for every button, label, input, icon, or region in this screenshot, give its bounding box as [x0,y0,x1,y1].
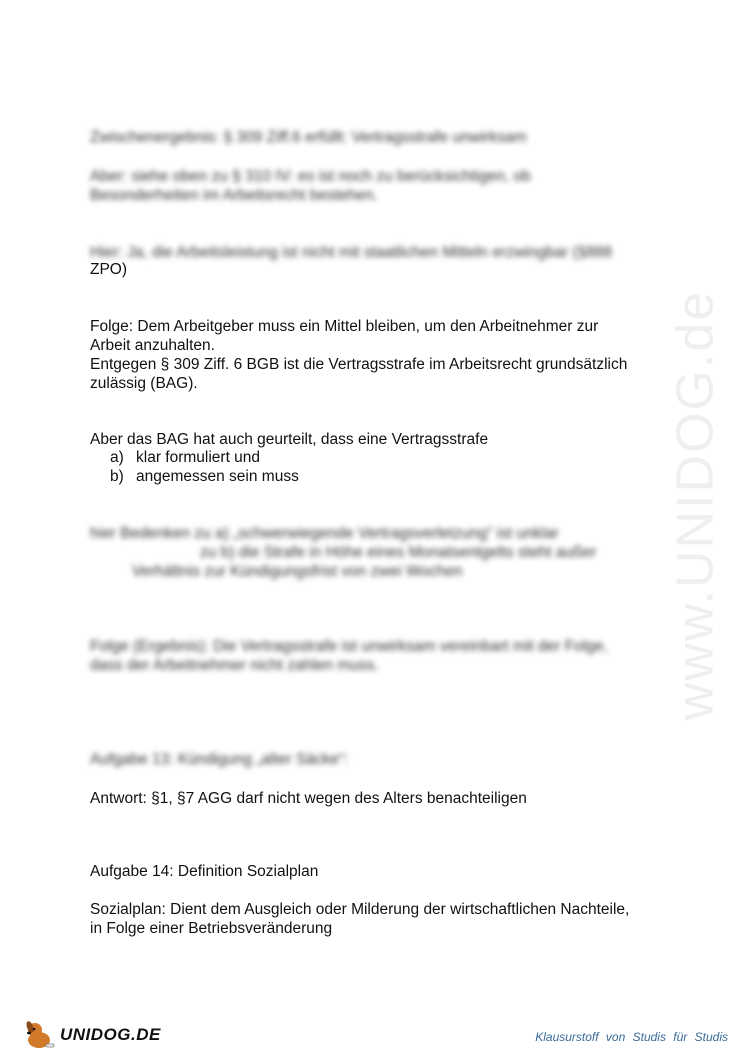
aber-line-2: Besonderheiten im Arbeitsrecht bestehen. [90,187,378,204]
folge-line-1: Folge: Dem Arbeitgeber muss ein Mittel bleiben, um den Arbeitnehmer zur [90,318,599,335]
folge-line-2: Arbeit anzuhalten. [90,337,215,354]
unidog-logo [22,1018,161,1052]
entgegen-line-2: zulässig (BAG). [90,375,198,392]
bedenken-line-3: Verhältnis zur Kündigungsfrist von zwei Wochen [132,563,463,580]
list-text-a: klar formuliert und [136,449,261,466]
hier-line-2: ZPO) [90,261,128,278]
ergebnis-line-2: dass der Arbeitnehmer nicht zahlen muss. [90,657,379,674]
dog-icon [22,1018,56,1052]
bag-intro-line: Aber das BAG hat auch geurteilt, dass eine Vertragsstrafe [90,431,489,448]
hier-line-1: Hier: Ja, die Arbeitsleistung ist nicht mit staatlichen Mitteln erzwingbar (§888 [90,244,613,261]
list-text-b: angemessen sein muss [136,468,299,485]
list-marker-a: a) [110,449,124,466]
bedenken-line-2: zu b) die Strafe in Höhe eines Monatsentgelts steht außer [200,544,597,561]
zwischenergebnis-line: Zwischenergebnis: § 309 Ziff.6 erfüllt: Vertragsstrafe unwirksam [90,129,527,146]
ergebnis-line-1: Folge (Ergebnis): Die Vertragsstrafe ist unwirksam vereinbart mit der Folge, [90,638,608,655]
antwort-line: Antwort: §1, §7 AGG darf nicht wegen des Alters benachteiligen [90,790,527,807]
list-item-a [110,448,260,467]
aufgabe13-line: Aufgabe 13: Kündigung „alter Säcke“: [90,751,349,768]
list-item-b [110,467,299,486]
watermark-text: www.UNIDOG.de [666,289,724,721]
footer-tagline: Klausurstoff von Studis für Studis [535,1030,728,1044]
aber-line-1: Aber: siehe oben zu § 310 IV: es ist noch zu berücksichtigen, ob [90,168,531,185]
logo-text: UNIDOG.DE [60,1025,161,1044]
sozialplan-line-1: Sozialplan: Dient dem Ausgleich oder Milderung der wirtschaftlichen Nachteile, [90,901,630,918]
entgegen-line-1: Entgegen § 309 Ziff. 6 BGB ist die Vertragsstrafe im Arbeitsrecht grundsätzlich [90,356,628,373]
bedenken-line-1: hier Bedenken zu a) „schwerwiegende Vertragsverletzung“ ist unklar [90,525,559,542]
sozialplan-line-2: in Folge einer Betriebsveränderung [90,920,333,937]
list-marker-b: b) [110,468,124,485]
watermark [650,280,740,730]
aufgabe14-line: Aufgabe 14: Definition Sozialplan [90,863,319,880]
